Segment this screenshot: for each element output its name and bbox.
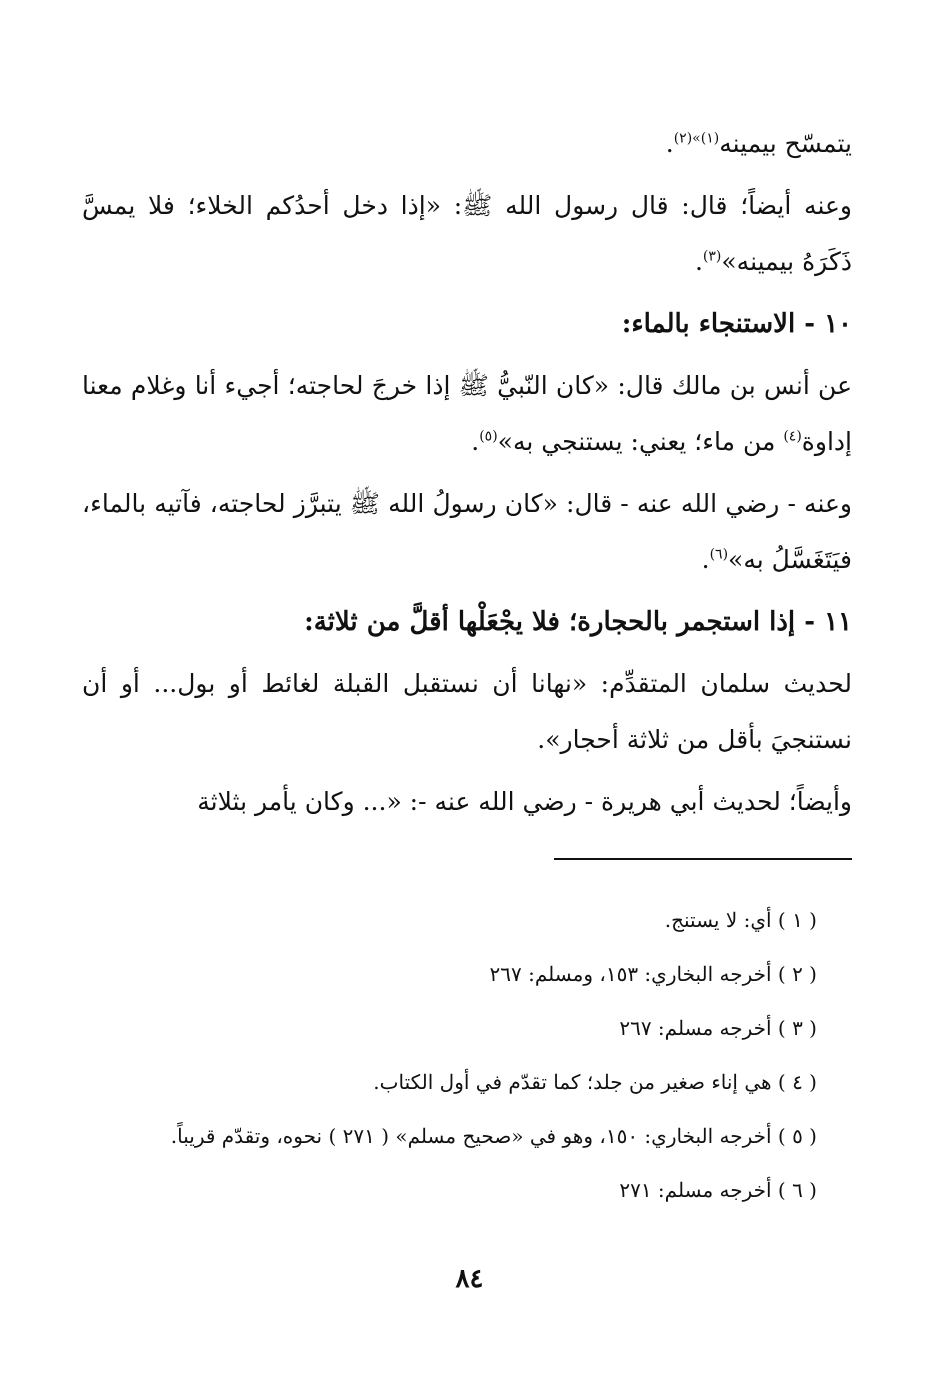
heading-10: ١٠ - الاستنجاء بالماء: bbox=[621, 309, 852, 339]
footnote-4: ( ٤ ) هي إناء صغير من جلد؛ كما تقدّم في أول الكتاب. bbox=[373, 1070, 817, 1094]
paragraph-4 bbox=[82, 476, 852, 588]
paragraph-5: لحديث سلمان المتقدِّم: «نهانا أن نستقبل القبلة لغائط أو بول... أو أن نستنجيَ بأقل من ثلاثة أحجار». bbox=[82, 669, 852, 754]
paragraph-2 bbox=[82, 178, 852, 290]
footnote-ref-5: (٥) bbox=[479, 428, 498, 445]
heading-11: ١١ - إذا استجمر بالحجارة؛ فلا يجْعَلْها أقلَّ من ثلاثة: bbox=[304, 607, 852, 637]
paragraph-4-text: وعنه - رضي الله عنه - قال: «كان رسولُ الله ﷺ يتبرَّز لحاجته، فآتيه بالماء، فيَتَغَسَّلُ به» bbox=[82, 489, 852, 574]
footnote-ref-3: (٣) bbox=[702, 248, 722, 265]
paragraph-3-end: . bbox=[471, 427, 480, 456]
paragraph-1-end: . bbox=[665, 129, 674, 158]
footnote-5: ( ٥ ) أخرجه البخاري: ١٥٠، وهو في «صحيح مسلم» ( ٢٧١ ) نحوه، وتقدّم قريباً. bbox=[170, 1124, 817, 1148]
footnote-1: ( ١ ) أي: لا يستنج. bbox=[664, 908, 817, 932]
paragraph-2-end: . bbox=[694, 247, 703, 276]
footnote-3: ( ٣ ) أخرجه مسلم: ٢٦٧ bbox=[619, 1016, 817, 1040]
footnote-2: ( ٢ ) أخرجه البخاري: ١٥٣، ومسلم: ٢٦٧ bbox=[489, 962, 817, 986]
footnote-ref-1-2: (١)»(٢) bbox=[673, 130, 720, 147]
paragraph-3 bbox=[82, 358, 852, 470]
footnote-divider bbox=[554, 858, 852, 860]
paragraph-3-text: عن أنس بن مالك قال: «كان النّبيُّ ﷺ إذا خرجَ لحاجته؛ أجيء أنا وغلام معنا إداوة bbox=[82, 371, 852, 456]
footnote-ref-6: (٦) bbox=[709, 546, 729, 563]
footnote-ref-4: (٤) bbox=[783, 428, 802, 445]
paragraph-2-text: وعنه أيضاً؛ قال: قال رسول الله ﷺ: «إذا دخل أحدُكم الخلاء؛ فلا يمسَّ ذَكَرَهُ بيمينه» bbox=[82, 191, 852, 276]
paragraph-6: وأيضاً؛ لحديث أبي هريرة - رضي الله عنه -: «... وكان يأمر بثلاثة bbox=[197, 787, 852, 816]
paragraph-4-end: . bbox=[701, 545, 710, 574]
paragraph-1-text: يتمسّح بيمينه bbox=[719, 129, 852, 158]
main-text bbox=[82, 116, 852, 836]
paragraph-1 bbox=[82, 116, 852, 172]
footnotes bbox=[82, 893, 817, 1217]
page-number: ٨٤ bbox=[455, 1264, 484, 1294]
footnote-6: ( ٦ ) أخرجه مسلم: ٢٧١ bbox=[619, 1178, 817, 1202]
paragraph-3-mid: من ماء؛ يعني: يستنجي به» bbox=[497, 427, 784, 456]
